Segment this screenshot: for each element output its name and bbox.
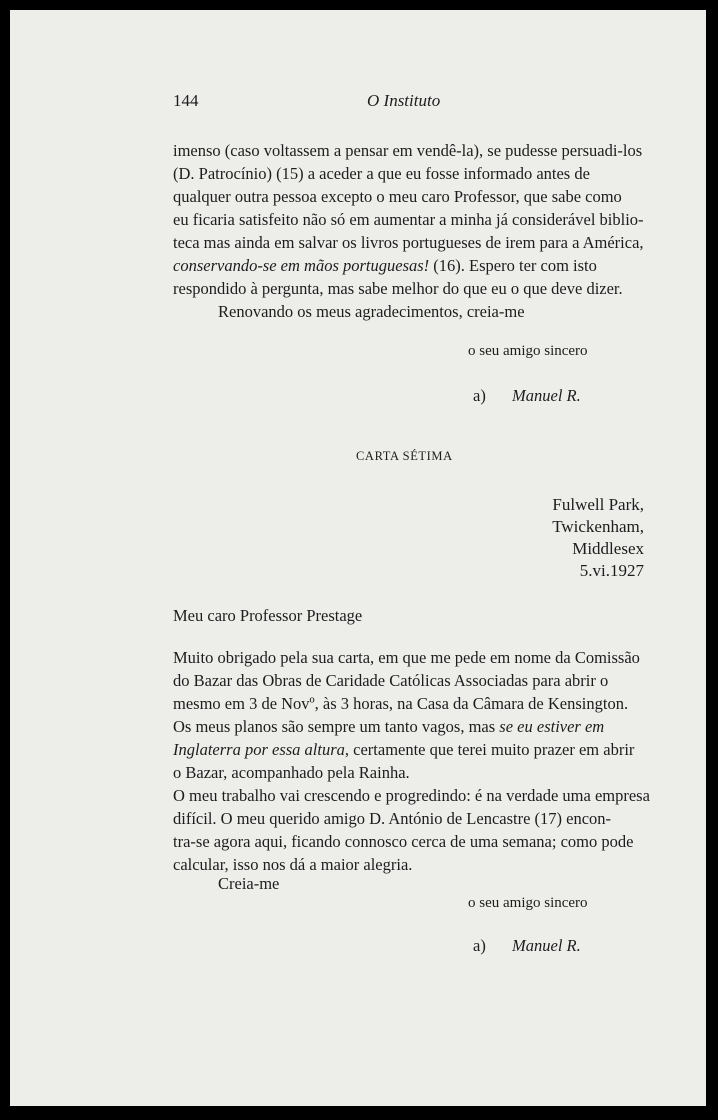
paragraph-line: Muito obrigado pela sua carta, em que me pede em nome da Comissão [173, 648, 640, 667]
paragraph-line: difícil. O meu querido amigo D. António de Lencastre (17) encon- [173, 809, 612, 828]
address-line: Middlesex [572, 539, 644, 558]
paragraph-line-mixed [173, 258, 597, 275]
italic-phrase: Inglaterra por essa altura [173, 740, 345, 759]
roman-phrase: Os meus planos são sempre um tanto vagos, mas [173, 717, 500, 736]
address-line: Twickenham, [552, 517, 644, 536]
paragraph-line: do Bazar das Obras de Caridade Católicas Associadas para abrir o [173, 671, 609, 690]
paragraph-line: (D. Patrocínio) (15) a aceder a que eu fosse informado antes de [173, 164, 590, 183]
paragraph-line: o Bazar, acompanhado pela Rainha. [173, 763, 410, 782]
running-title: O Instituto [367, 91, 441, 110]
paragraph-line: teca mas ainda em salvar os livros portugueses de irem para a América, [173, 233, 644, 252]
roman-phrase: (16). Espero ter com isto [429, 256, 597, 275]
roman-phrase: , certamente que terei muito prazer em abrir [344, 740, 635, 759]
salutation: Meu caro Professor Prestage [173, 606, 363, 625]
paragraph-line: calcular, isso nos dá a maior alegria. [173, 855, 413, 874]
signature-name: Manuel R. [512, 386, 581, 405]
paragraph-line: mesmo em 3 de Novº, às 3 horas, na Casa da Câmara de Kensington. [173, 694, 629, 713]
paragraph-line-mixed [173, 719, 604, 736]
valediction: o seu amigo sincero [468, 343, 588, 359]
signature-prefix: a) [473, 386, 486, 405]
paragraph-line: qualquer outra pessoa excepto o meu caro Professor, que sabe como [173, 187, 622, 206]
letter-heading: CARTA SÉTIMA [356, 449, 453, 463]
paragraph-line-mixed [173, 742, 634, 759]
paragraph-line: imenso (caso voltassem a pensar em vendê-la), se pudesse persuadi-los [173, 141, 643, 160]
address-line: Fulwell Park, [552, 495, 644, 514]
paragraph-line: O meu trabalho vai crescendo e progredindo: é na verdade uma empresa [173, 786, 650, 805]
valediction: o seu amigo sincero [468, 895, 588, 911]
signature-prefix: a) [473, 936, 486, 955]
closing-line: Renovando os meus agradecimentos, creia-me [218, 302, 525, 321]
paragraph-line: eu ficaria satisfeito não só em aumentar a minha já considerável biblio- [173, 210, 644, 229]
signature-name: Manuel R. [512, 936, 581, 955]
page-number: 144 [173, 91, 199, 110]
paragraph-line: respondido à pergunta, mas sabe melhor do que eu o que deve dizer. [173, 279, 623, 298]
address-date: 5.vi.1927 [579, 561, 644, 580]
italic-phrase: conservando-se em mãos portuguesas! [173, 256, 430, 275]
book-page [10, 10, 706, 1106]
closing-line: Creia-me [218, 874, 280, 893]
paragraph-line: tra-se agora aqui, ficando connosco cerca de uma semana; como pode [173, 832, 634, 851]
italic-phrase: se eu estiver em [499, 717, 605, 736]
